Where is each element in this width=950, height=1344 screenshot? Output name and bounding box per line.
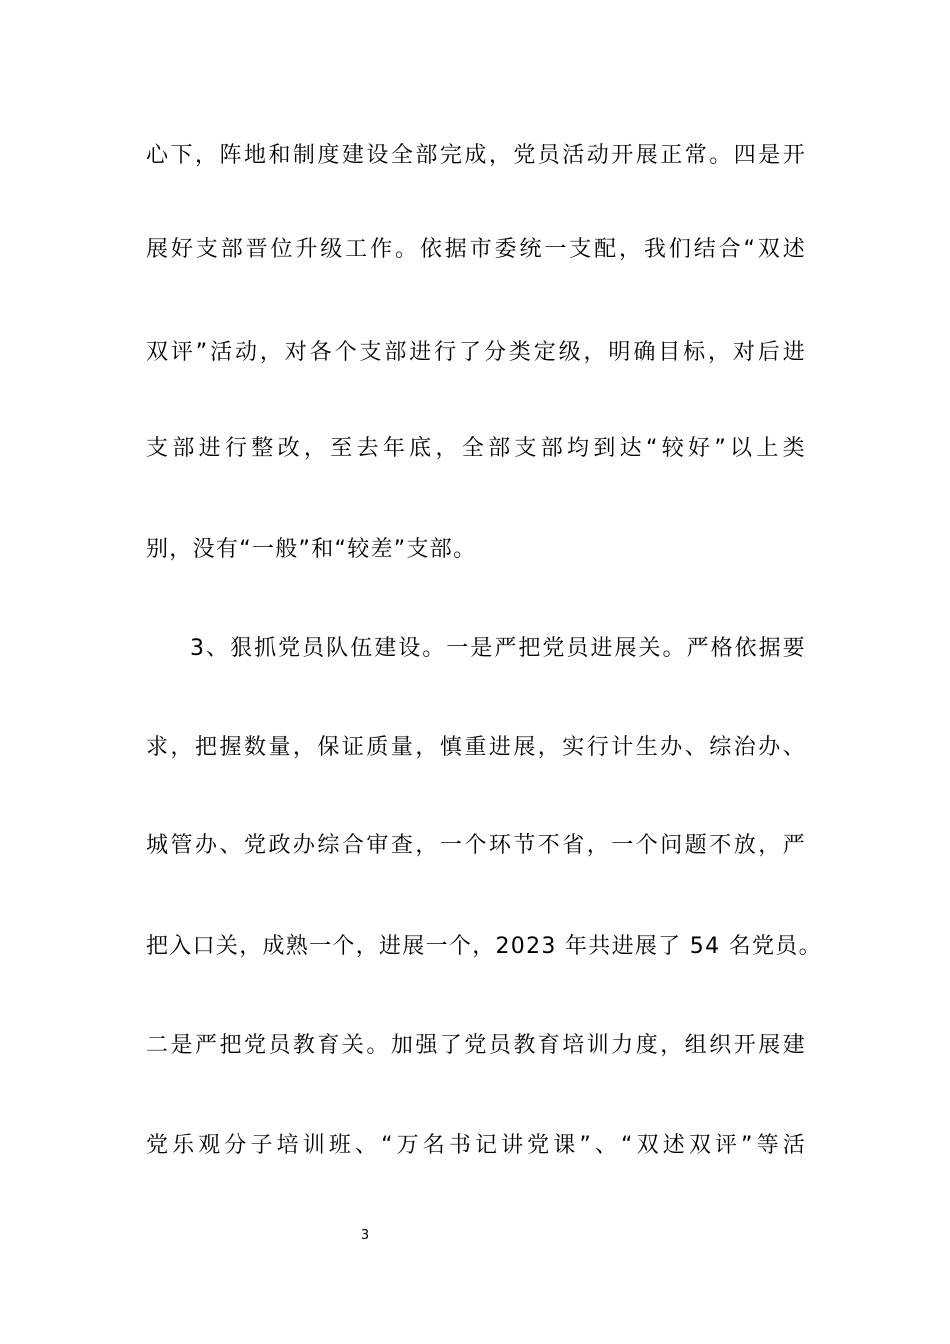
text-line-6: 3、狠抓党员队伍建设。一是严把党员进展关。严格依据要 — [190, 636, 806, 661]
text-line-1: 心下，阵地和制度建设全部完成，党员活动开展正常。四是开 — [146, 143, 806, 168]
text-line-7: 求，把握数量，保证质量，慎重进展，实行计生办、综治办、 — [146, 735, 806, 760]
text-line-5: 别，没有“一般”和“较差”支部。 — [146, 537, 477, 562]
text-line-10: 二是严把党员教育关。加强了党员教育培训力度，组织开展建 — [146, 1033, 806, 1058]
text-line-11: 党乐观分子培训班、“万名书记讲党课”、“双述双评”等活 — [146, 1133, 806, 1158]
text-line-4: 支部进行整改，至去年底，全部支部均到达“较好”以上类 — [146, 436, 806, 461]
text-line-8: 城管办、党政办综合审查，一个环节不省，一个问题不放，严 — [146, 833, 806, 858]
text-line-9: 把入口关，成熟一个，进展一个，2023 年共进展了 54 名党员。 — [146, 934, 822, 959]
text-line-3: 双评”活动，对各个支部进行了分类定级，明确目标，对后进 — [146, 340, 806, 365]
text-line-2: 展好支部晋位升级工作。依据市委统一支配，我们结合“双述 — [146, 237, 806, 262]
page-number: 3 — [360, 1228, 370, 1243]
